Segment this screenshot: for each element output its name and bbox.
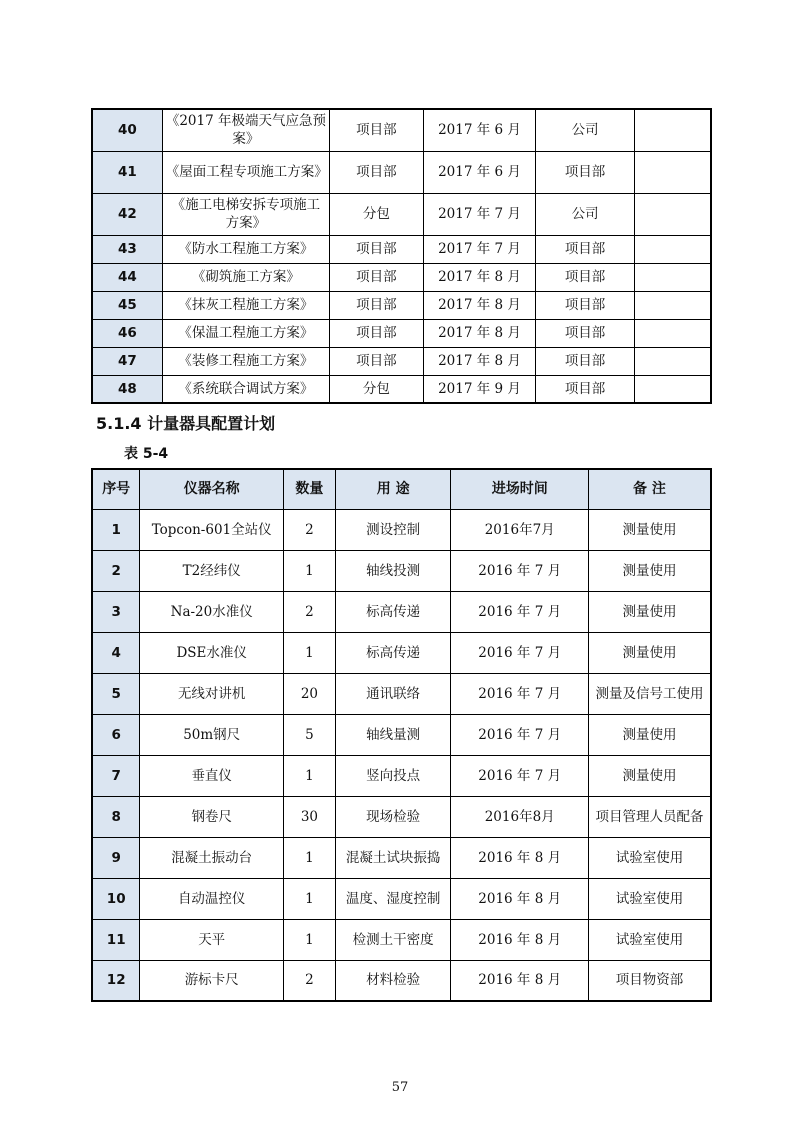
- cell-use: 通讯联络: [335, 673, 451, 714]
- table-row: [92, 263, 711, 291]
- table-row: [92, 755, 711, 796]
- cell-name: 《2017 年极端天气应急预案》: [162, 109, 329, 151]
- cell-maker: 项目部: [330, 151, 424, 193]
- cell-name: 钢卷尺: [140, 796, 284, 837]
- cell-no: 2: [92, 550, 140, 591]
- cell-name: 《系统联合调试方案》: [162, 375, 329, 403]
- cell-time: 2016 年 8 月: [451, 919, 589, 960]
- table-row: [92, 235, 711, 263]
- cell-no: 12: [92, 960, 140, 1001]
- cell-use: 轴线量测: [335, 714, 451, 755]
- cell-maker: 分包: [330, 375, 424, 403]
- table-row: [92, 347, 711, 375]
- cell-note: 测量使用: [588, 509, 711, 550]
- cell-time: 2016 年 7 月: [451, 591, 589, 632]
- cell-qty: 2: [283, 960, 335, 1001]
- cell-name: T2经纬仪: [140, 550, 284, 591]
- cell-use: 温度、湿度控制: [335, 878, 451, 919]
- cell-qty: 1: [283, 755, 335, 796]
- cell-name: 《保温工程施工方案》: [162, 319, 329, 347]
- cell-qty: 1: [283, 550, 335, 591]
- cell-time: 2016 年 8 月: [451, 878, 589, 919]
- table-caption: 表 5-4: [124, 446, 169, 462]
- cell-approver: 公司: [536, 109, 635, 151]
- cell-maker: 分包: [330, 193, 424, 235]
- table-row: [92, 375, 711, 403]
- cell-note: 试验室使用: [588, 919, 711, 960]
- cell-time: 2017 年 8 月: [423, 319, 536, 347]
- cell-note: [634, 235, 711, 263]
- cell-use: 现场检验: [335, 796, 451, 837]
- cell-maker: 项目部: [330, 263, 424, 291]
- cell-qty: 2: [283, 509, 335, 550]
- cell-note: 测量使用: [588, 632, 711, 673]
- cell-approver: 项目部: [536, 235, 635, 263]
- table-row: [92, 714, 711, 755]
- cell-name: 《屋面工程专项施工方案》: [162, 151, 329, 193]
- cell-no: 47: [92, 347, 162, 375]
- cell-name: 《装修工程施工方案》: [162, 347, 329, 375]
- cell-approver: 项目部: [536, 263, 635, 291]
- cell-time: 2017 年 6 月: [423, 109, 536, 151]
- table-row: [92, 193, 711, 235]
- table-row: [92, 632, 711, 673]
- header-cell: 数量: [283, 469, 335, 509]
- cell-qty: 1: [283, 837, 335, 878]
- cell-approver: 项目部: [536, 347, 635, 375]
- cell-qty: 5: [283, 714, 335, 755]
- cell-approver: 项目部: [536, 319, 635, 347]
- cell-name: 《抹灰工程施工方案》: [162, 291, 329, 319]
- cell-no: 42: [92, 193, 162, 235]
- cell-no: 5: [92, 673, 140, 714]
- cell-qty: 20: [283, 673, 335, 714]
- cell-time: 2017 年 7 月: [423, 193, 536, 235]
- cell-no: 6: [92, 714, 140, 755]
- cell-time: 2016年8月: [451, 796, 589, 837]
- cell-use: 标高传递: [335, 632, 451, 673]
- cell-no: 1: [92, 509, 140, 550]
- cell-time: 2016 年 8 月: [451, 837, 589, 878]
- table-row: [92, 109, 711, 151]
- cell-name: 《防水工程施工方案》: [162, 235, 329, 263]
- cell-note: [634, 151, 711, 193]
- page-number: 57: [391, 1080, 409, 1095]
- cell-name: 无线对讲机: [140, 673, 284, 714]
- cell-time: 2016 年 7 月: [451, 550, 589, 591]
- cell-note: 测量使用: [588, 755, 711, 796]
- cell-time: 2017 年 8 月: [423, 291, 536, 319]
- table-row: [92, 550, 711, 591]
- header-cell: 仪器名称: [140, 469, 284, 509]
- cell-maker: 项目部: [330, 319, 424, 347]
- section-heading: 5.1.4 计量器具配置计划: [96, 414, 276, 433]
- cell-qty: 1: [283, 632, 335, 673]
- cell-name: DSE水准仪: [140, 632, 284, 673]
- cell-time: 2017 年 7 月: [423, 235, 536, 263]
- cell-note: 试验室使用: [588, 837, 711, 878]
- table-row: [92, 837, 711, 878]
- header-cell: 用 途: [335, 469, 451, 509]
- cell-note: [634, 375, 711, 403]
- cell-no: 45: [92, 291, 162, 319]
- cell-no: 10: [92, 878, 140, 919]
- cell-time: 2017 年 8 月: [423, 347, 536, 375]
- cell-approver: 项目部: [536, 291, 635, 319]
- table-row: [92, 796, 711, 837]
- cell-time: 2016 年 7 月: [451, 673, 589, 714]
- cell-no: 40: [92, 109, 162, 151]
- cell-note: [634, 263, 711, 291]
- table-row: [92, 960, 711, 1001]
- cell-time: 2016 年 8 月: [451, 960, 589, 1001]
- table-row: [92, 509, 711, 550]
- cell-no: 46: [92, 319, 162, 347]
- cell-time: 2016年7月: [451, 509, 589, 550]
- cell-time: 2016 年 7 月: [451, 755, 589, 796]
- cell-note: 测量使用: [588, 714, 711, 755]
- cell-time: 2017 年 6 月: [423, 151, 536, 193]
- cell-note: [634, 109, 711, 151]
- cell-time: 2016 年 7 月: [451, 632, 589, 673]
- cell-name: 天平: [140, 919, 284, 960]
- cell-name: Topcon-601全站仪: [140, 509, 284, 550]
- cell-time: 2016 年 7 月: [451, 714, 589, 755]
- cell-name: 游标卡尺: [140, 960, 284, 1001]
- table-row: [92, 319, 711, 347]
- cell-maker: 项目部: [330, 291, 424, 319]
- cell-no: 9: [92, 837, 140, 878]
- header-cell: 进场时间: [451, 469, 589, 509]
- cell-note: [634, 193, 711, 235]
- cell-use: 竖向投点: [335, 755, 451, 796]
- cell-no: 8: [92, 796, 140, 837]
- header-cell: 备 注: [588, 469, 711, 509]
- cell-maker: 项目部: [330, 235, 424, 263]
- cell-note: [634, 291, 711, 319]
- cell-name: Na-20水准仪: [140, 591, 284, 632]
- cell-use: 检测土干密度: [335, 919, 451, 960]
- cell-no: 44: [92, 263, 162, 291]
- cell-maker: 项目部: [330, 347, 424, 375]
- cell-name: 混凝土振动台: [140, 837, 284, 878]
- cell-no: 7: [92, 755, 140, 796]
- cell-note: 测量及信号工使用: [588, 673, 711, 714]
- table-header-row: [92, 469, 711, 509]
- cell-note: 试验室使用: [588, 878, 711, 919]
- cell-approver: 项目部: [536, 375, 635, 403]
- cell-use: 测设控制: [335, 509, 451, 550]
- plan-table: [91, 108, 712, 404]
- cell-no: 43: [92, 235, 162, 263]
- cell-note: 测量使用: [588, 591, 711, 632]
- cell-no: 48: [92, 375, 162, 403]
- cell-time: 2017 年 8 月: [423, 263, 536, 291]
- cell-name: 垂直仪: [140, 755, 284, 796]
- cell-approver: 项目部: [536, 151, 635, 193]
- cell-note: [634, 319, 711, 347]
- cell-use: 轴线投测: [335, 550, 451, 591]
- cell-use: 标高传递: [335, 591, 451, 632]
- instrument-table: [91, 468, 712, 1002]
- cell-qty: 1: [283, 919, 335, 960]
- table-row: [92, 919, 711, 960]
- header-cell: 序号: [92, 469, 140, 509]
- cell-no: 11: [92, 919, 140, 960]
- table-row: [92, 151, 711, 193]
- cell-name: 《施工电梯安拆专项施工方案》: [162, 193, 329, 235]
- cell-note: 项目管理人员配备: [588, 796, 711, 837]
- table-row: [92, 878, 711, 919]
- cell-maker: 项目部: [330, 109, 424, 151]
- cell-qty: 30: [283, 796, 335, 837]
- cell-approver: 公司: [536, 193, 635, 235]
- cell-note: 项目物资部: [588, 960, 711, 1001]
- table-row: [92, 291, 711, 319]
- cell-name: 自动温控仪: [140, 878, 284, 919]
- cell-no: 41: [92, 151, 162, 193]
- cell-note: 测量使用: [588, 550, 711, 591]
- cell-time: 2017 年 9 月: [423, 375, 536, 403]
- table-row: [92, 673, 711, 714]
- cell-qty: 1: [283, 878, 335, 919]
- cell-note: [634, 347, 711, 375]
- cell-no: 4: [92, 632, 140, 673]
- cell-name: 《砌筑施工方案》: [162, 263, 329, 291]
- cell-use: 混凝土试块振捣: [335, 837, 451, 878]
- table-row: [92, 591, 711, 632]
- cell-no: 3: [92, 591, 140, 632]
- cell-name: 50m钢尺: [140, 714, 284, 755]
- cell-use: 材料检验: [335, 960, 451, 1001]
- cell-qty: 2: [283, 591, 335, 632]
